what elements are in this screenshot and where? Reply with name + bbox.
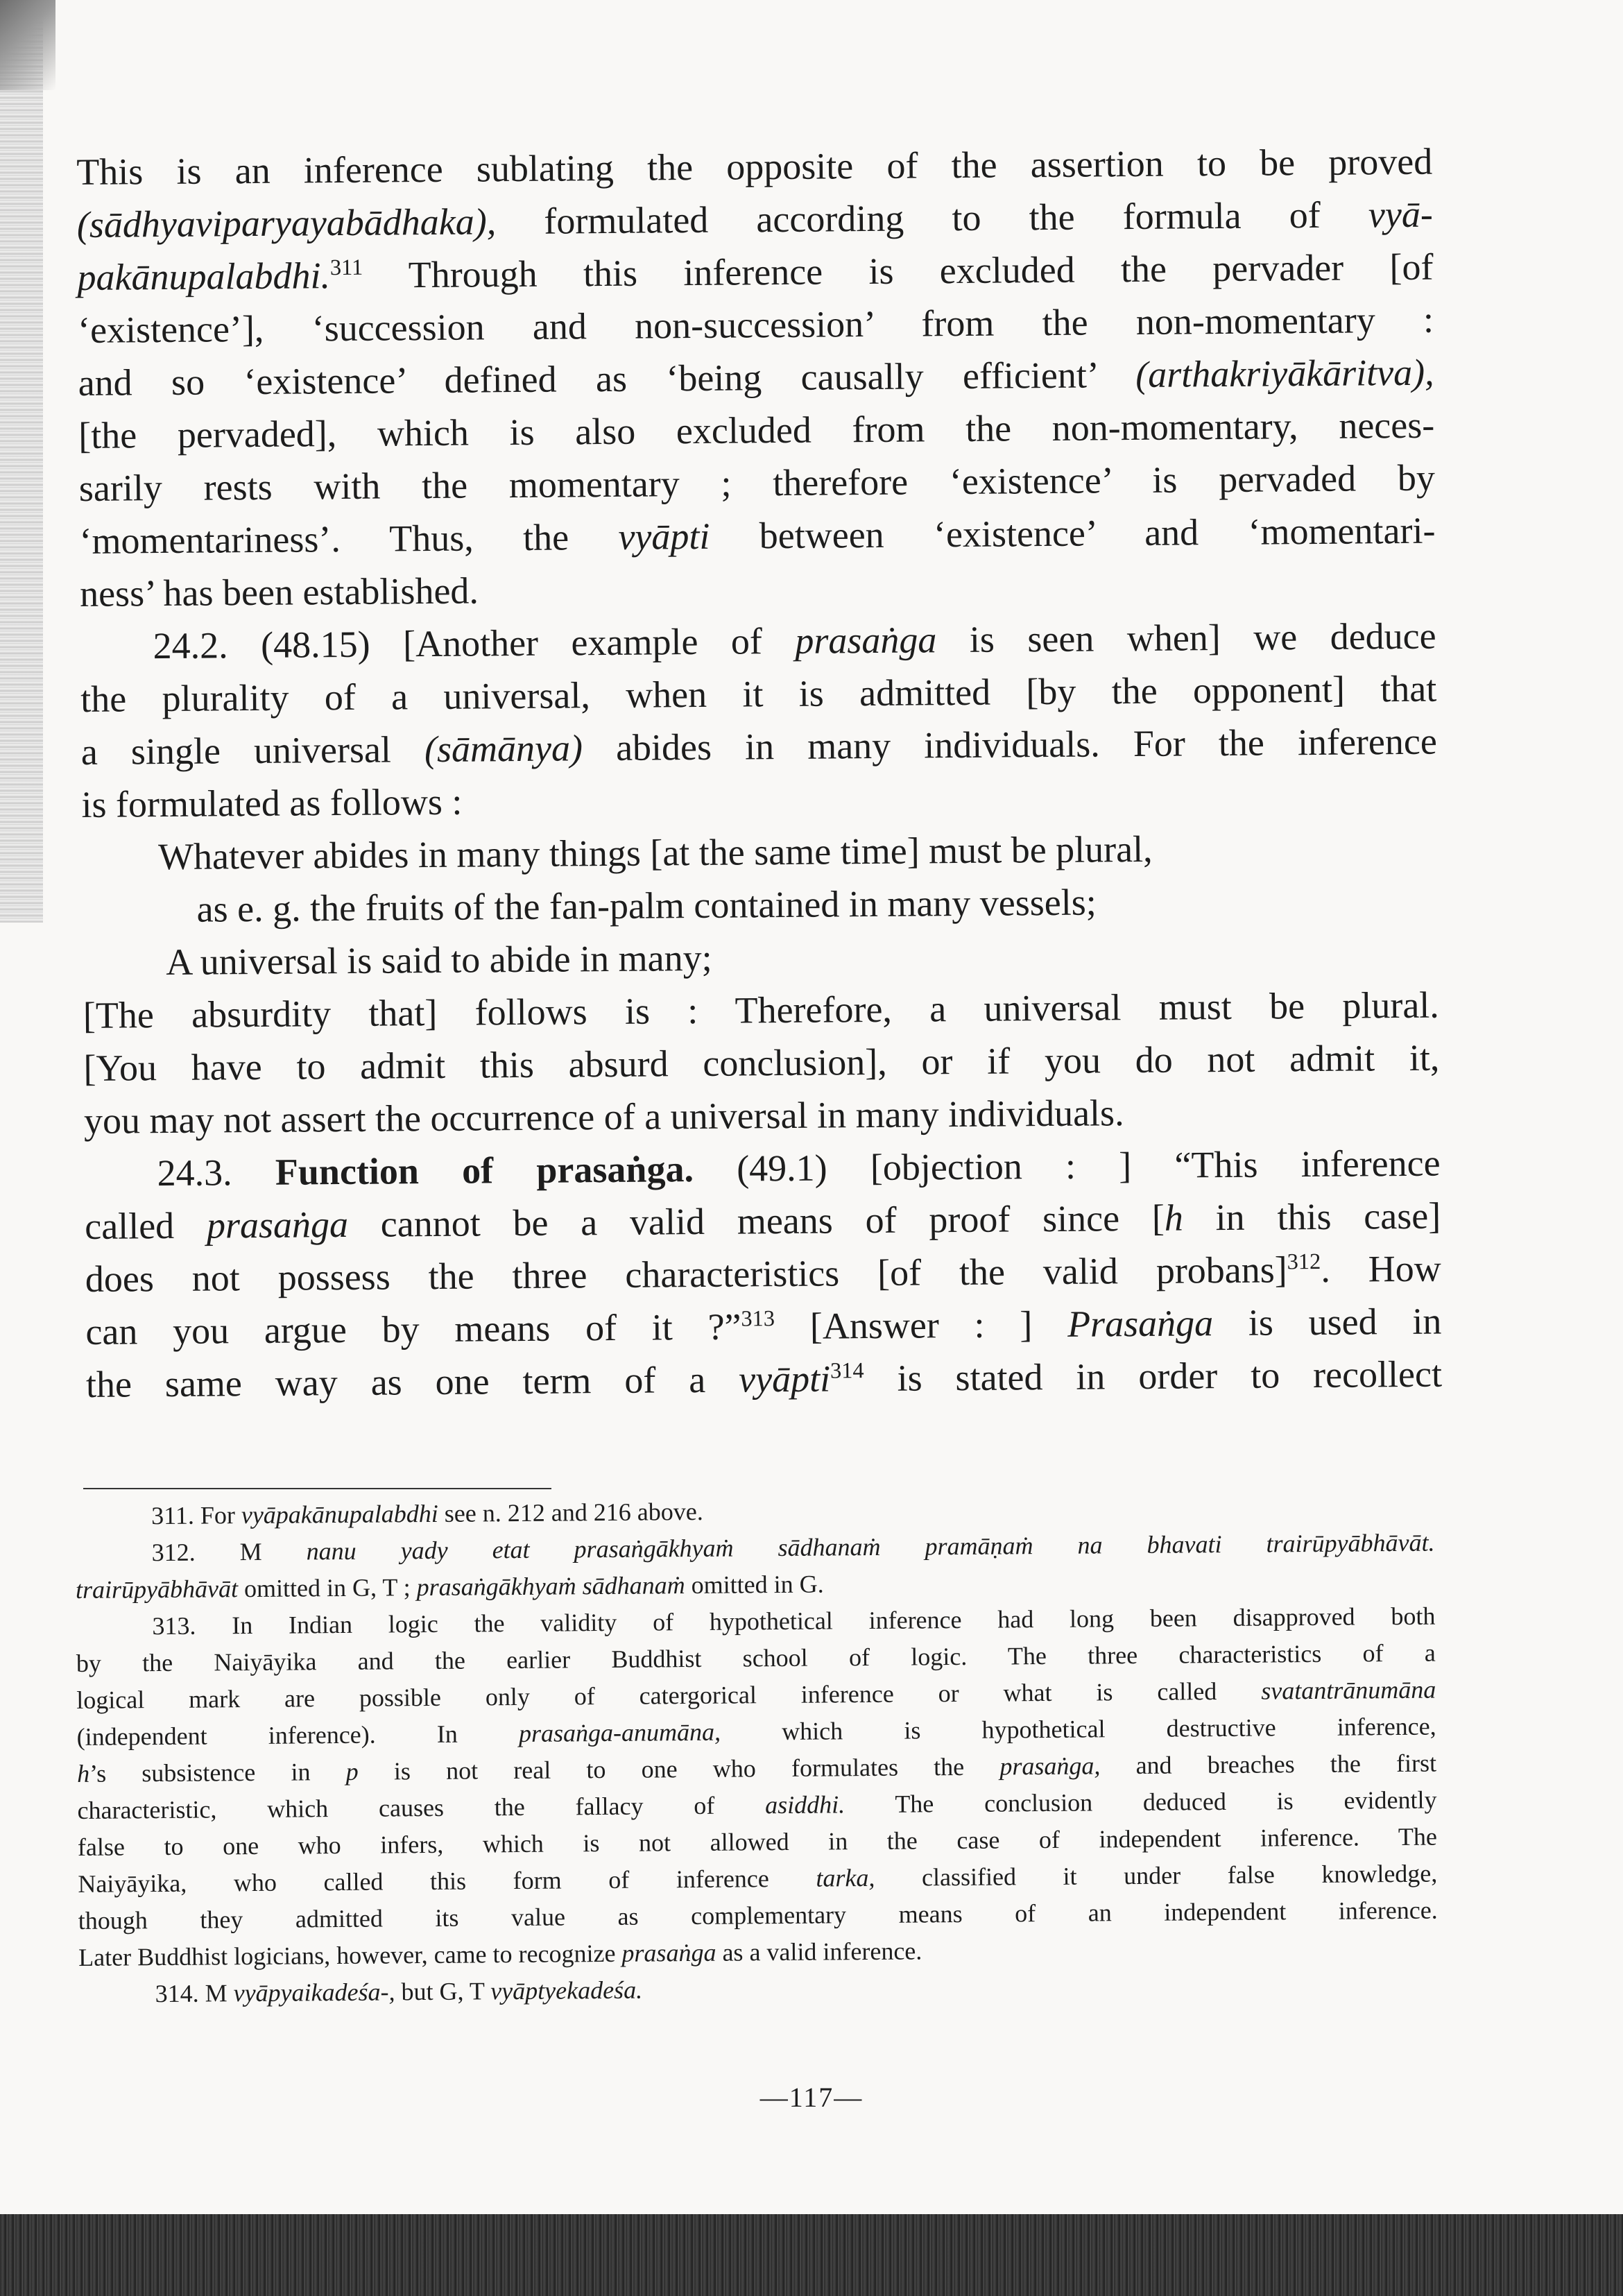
footnote-line: h’s subsistence in p is not real to one who formulates the prasaṅga, and breaches the first [76,1749,1437,1788]
section-heading: Function of prasaṅga. [275,1148,694,1193]
footnote-line: trairūpyābhāvāt omitted in G, T ; prasaṅgākhyaṁ sādhanaṁ omitted in G. [75,1570,824,1604]
footnote-line: logical mark are possible only of catergorical inference or what is called svatantrānumāna [76,1675,1436,1714]
footnote-line: though they admitted its value as complementary means of an independent inference. [78,1896,1438,1935]
scan-edge-bottom [0,2214,1623,2296]
text-line: a single universal (sāmānya) abides in many individuals. For the inference [80,720,1438,773]
text-line: pakānupalabdhi.$^{311}$ Through this inference is excluded the pervader [of [77,246,1434,298]
footnote-ref-311[interactable]: 311 [329,255,363,281]
text-line: is formulated as follows : [81,780,463,825]
text-line: sarily rests with the momentary ; therefore ‘existence’ is pervaded by [78,456,1436,509]
text-line: (sādhyaviparyayabādhaka), formulated according to the formula of vyā- [76,193,1434,246]
text-line: the plurality of a universal, when it is admitted [by the opponent] that [80,667,1437,720]
footnotes [75,1488,1439,2013]
footnote-314: 314. M vyāpyaikadeśa-, but G, T vyāptyekadeśa. [155,1976,643,2008]
section-24-2: 24.2. (48.15) [Another example of prasaṅga is seen when] we deduce [153,615,1436,667]
syllogism-line: as e. g. the fruits of the fan-palm contained in many vessels; [196,881,1097,930]
footnote-line: (independent inference). In prasaṅga-anumāna, which is hypothetical destructive inference, [76,1712,1436,1751]
text-line: [the pervaded], which is also excluded from the non-momentary, neces- [78,404,1435,456]
text-line: does not possess the three characteristics [of the valid probans]$^{312}$. How [85,1247,1442,1300]
text-line: ness’ has been established. [79,569,479,615]
text-line: you may not assert the occurrence of a universal in many individuals. [83,1092,1124,1142]
main-text [76,135,1442,1411]
text-line: called prasaṅga cannot be a valid means of proof since [h in this case] [85,1194,1441,1247]
text-line: [You have to admit this absurd conclusion], or if you do not admit it, [83,1036,1440,1089]
footnote-line: false to one who infers, which is not allowed in the case of independent inference. The [77,1822,1438,1861]
footnote-ref-312[interactable]: 312 [1287,1249,1321,1275]
page-number: —117— [759,2082,864,2113]
footnote-divider [83,1488,551,1489]
syllogism-line: A universal is said to abide in many; [166,936,712,984]
footnote-312: 312. M nanu yady etat prasaṅgākhyaṁ sādhanaṁ pramāṇaṁ na bhavati trairūpyābhāvāt. [151,1528,1435,1567]
footnote-311: 311. For vyāpakānupalabdhi see n. 212 and 216 above. [151,1497,703,1530]
text-line: and so ‘existence’ defined as ‘being causally efficient’ (arthakriyākāritva), [78,351,1434,404]
text-line: [The absurdity that] follows is : Therefore, a universal must be plural. [83,984,1440,1036]
text-line: the same way as one term of a vyāpti$^{314}$ is stated in order to recollect [85,1353,1443,1405]
text-line: ‘existence’], ‘succession and non-succession’ from the non-momentary : [77,298,1434,351]
footnote-313: 313. In Indian logic the validity of hypothetical inference had long been disapproved both [152,1602,1436,1640]
footnote-ref-313[interactable]: 313 [741,1306,775,1332]
syllogism-line: Whatever abides in many things [at the same time] must be plural, [157,828,1153,878]
text-line: ‘momentariness’. Thus, the vyāpti between ‘existence’ and ‘momentari- [79,509,1436,562]
footnote-line: Later Buddhist logicians, however, came to recognize prasaṅga as a valid inference. [78,1937,922,1971]
scan-corner-shadow [0,0,55,90]
scan-edge-left [0,0,43,923]
section-24-3: 24.3. Function of prasaṅga. (49.1) [objection : ] “This inference [157,1142,1441,1194]
footnote-line: Naiyāyika, who called this form of inference tarka, classified it under false knowledge, [78,1859,1438,1898]
footnote-line: characteristic, which causes the fallacy of asiddhi. The conclusion deduced is evidently [77,1785,1437,1824]
text-line: This is an inference sublating the opposite of the assertion to be proved [76,140,1433,193]
text-line: can you argue by means of it ?”$^{313}$ [Answer : ] Prasaṅga is used in [85,1300,1442,1353]
footnote-ref-314[interactable]: 314 [830,1358,864,1384]
footnote-line: by the Naiyāyika and the earlier Buddhist school of logic. The three characteristics of a [76,1638,1436,1677]
